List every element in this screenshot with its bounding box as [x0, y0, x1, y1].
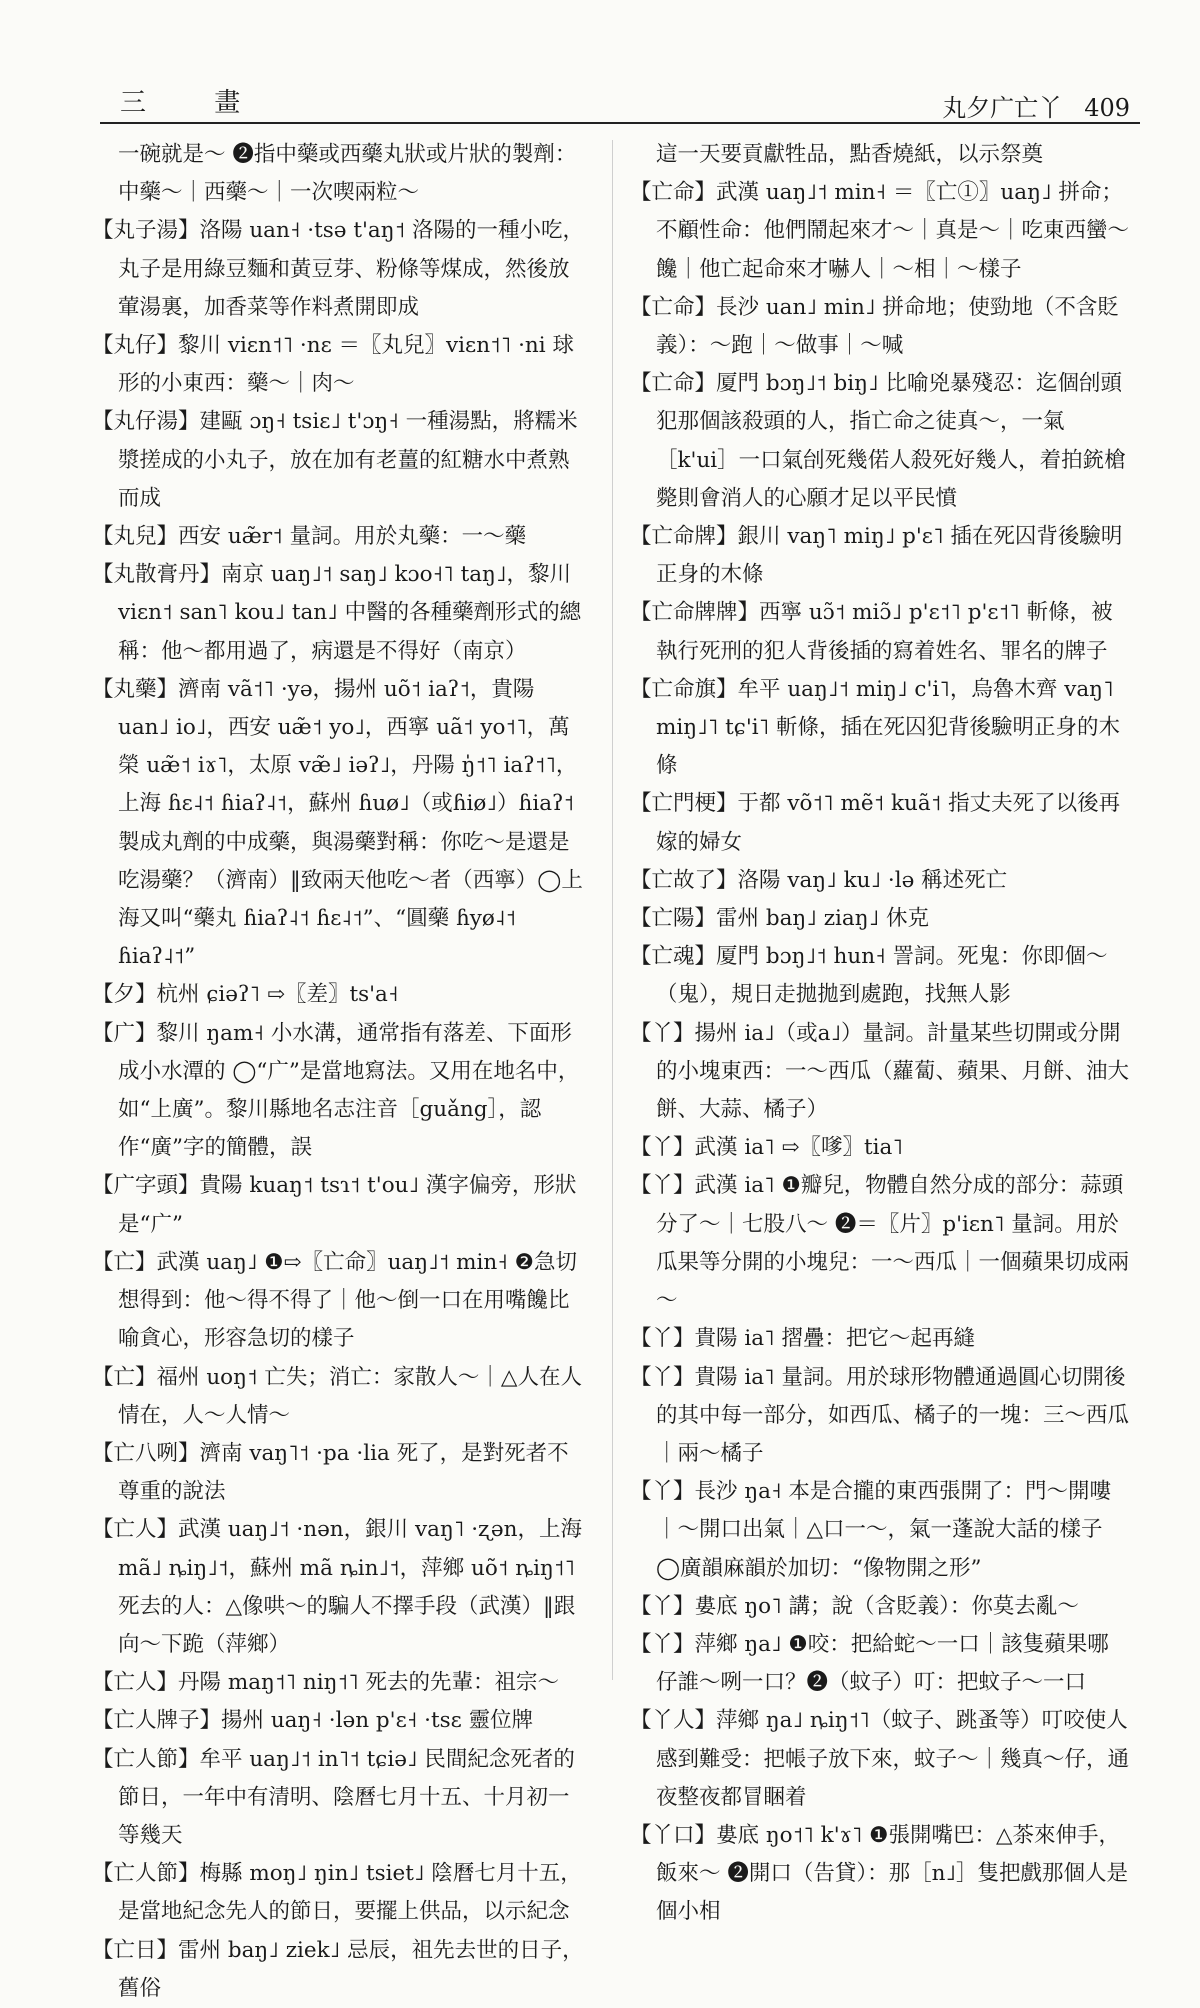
entry: 【亡魂】厦門 bɔŋ˩˦ hun˧ 詈詞。死鬼：你即個～（鬼），規日走拋拋到處跑，找無人影 [630, 944, 1108, 1008]
entry: 【丸兒】西安 uæ̃r˦ 量詞。用於丸藥：一～藥 [92, 524, 527, 550]
entry: 【夕】杭州 ɕiəʔ˥ ⇨〖差〗ts'a˧ [92, 982, 399, 1008]
entry: 【亡八咧】濟南 vaŋ˥˦ ·pa ·lia 死了，是對死者不尊重的說法 [92, 1440, 569, 1505]
section-title: 三 畫 [120, 88, 271, 118]
entry: 【丫】武漢 ia˥ ⇨〖嗲〗tia˥ [630, 1135, 903, 1161]
running-head [942, 88, 1130, 123]
entry: 【亡】武漢 uaŋ˩ ❶⇨〖亡命〗uaŋ˩˦ min˧ ❷急切想得到：他～得不得了｜他～倒一口在用嘴饞比喻貪心，形容急切的樣子 [92, 1249, 577, 1352]
entry: 【广】黎川 ŋam˧ 小水溝，通常指有落差、下面形成小水潭的 ◯“广”是當地寫法。又用在地名中，如“上廣”。黎川縣地名志注音［guǎng］，認作“廣”字的簡體，誤 [92, 1020, 580, 1161]
entry: 【亡人節】牟平 uaŋ˩˦ in˥˦ tɕiə˩ 民間紀念死者的節日，一年中有清明、陰曆七月十五、十月初一等幾天 [92, 1746, 575, 1848]
entry: 【丫】婁底 ŋo˥ 講；說（含貶義）：你莫去亂～ [630, 1593, 1079, 1619]
entry: 【丫】貴陽 ia˥ 量詞。用於球形物體通過圓心切開後的其中每一部分，如西瓜、橘子的一塊：三～西瓜｜兩～橘子 [630, 1364, 1130, 1466]
entry: 這一天要貢獻牲品，點香燒紙，以示祭奠 [656, 142, 1044, 167]
entry: 【丫】長沙 ŋa˧ 本是合攏的東西張開了：門～開嘍｜～開口出氣｜△口一～，氣一蓬說大話的樣子 ◯廣韻麻韻於加切：“像物開之形” [630, 1479, 1111, 1581]
entry: 【亡】福州 uoŋ˦ 亡失；消亡：家散人～｜△人在人情在，人～人情～ [92, 1364, 582, 1428]
column-divider [612, 140, 613, 1680]
entry: 【丫】武漢 ia˥ ❶瓣兒，物體自然分成的部分：蒜頭分了～｜七股八～ ❷＝〖片〗p'iɛn˥ 量詞。用於瓜果等分開的小塊兒：一～西瓜｜一個蘋果切成兩～ [630, 1173, 1130, 1314]
entry: 【亡故了】洛陽 vaŋ˩ ku˩ ·lə 稱述死亡 [630, 867, 1008, 893]
entry: 【丫】貴陽 ia˥ 摺疊：把它～起再縫 [630, 1326, 975, 1352]
header-chars: 丸夕广亡丫 [942, 94, 1063, 122]
entry: 【丫口】婁底 ŋo˦˥ k'ɤ˥ ❶張開嘴巴：△茶來伸手，飯來～ ❷開口（告貸）：那［n˩］隻把戲那個人是個小相 [630, 1822, 1129, 1925]
entry: 【丸子湯】洛陽 uan˧ ·tsə t'aŋ˦ 洛陽的一種小吃，丸子是用綠豆麵和黃豆芽、粉條等煤成，然後放葷湯裏，加香菜等作料煮開即成 [92, 218, 585, 320]
entry: 【亡陽】雷州 baŋ˩ ziaŋ˩ 休克 [630, 906, 930, 932]
entry: 【亡人節】梅縣 moŋ˩ ŋin˩ tsiet˩ 陰曆七月十五，是當地紀念先人的節日，要擺上供品，以示紀念 [92, 1861, 582, 1925]
entry: 【丫人】萍鄉 ŋa˩ ȵiŋ˦˥（蚊子、跳蚤等）叮咬使人感到難受：把帳子放下來，蚊子～｜幾真～仔，通夜整夜都冒睏着 [630, 1708, 1130, 1810]
entry: 【丸仔】黎川 viɛn˦˥ ·nɛ ＝〖丸兒〗viɛn˦˥ ·ni 球形的小東西：藥～｜肉～ [92, 333, 574, 397]
entry: 【亡命】厦門 bɔŋ˩˦ biŋ˩ 比喻兇暴殘忍：迄個刣頭犯那個該殺頭的人，指亡命之徒真～，一氣［k'ui］一口氣刣死幾偌人殺死好幾人，着拍銃槍斃則會消人的心願才足以平民憤 [630, 371, 1126, 511]
entry: 【亡人】丹陽 maŋ˦˥ niŋ˦˥ 死去的先輩：祖宗～ [92, 1670, 560, 1696]
entry: 【亡命牌】銀川 vaŋ˥ miŋ˩ p'ɛ˥ 插在死囚背後驗明正身的木條 [630, 524, 1123, 588]
entry: 【亡命】長沙 uan˩ min˩ 拼命地；使勁地（不含貶義）：～跑｜～做事｜～喊 [630, 294, 1119, 359]
entry: 【亡命】武漢 uaŋ˩˦ min˧ ＝〖亡①〗uaŋ˩ 拼命；不顧性命：他們鬧起來才～｜真是～｜吃東西蠻～饞｜他亡起命來才嚇人｜～相｜～樣子 [630, 180, 1130, 282]
entry: 【丫】揚州 ia˩（或a˩）量詞。計量某些切開或分開的小塊東西：一～西瓜（蘿蔔、蘋果、月餅、油大餅、大蒜、橘子） [630, 1020, 1130, 1123]
entry: 【亡人】武漢 uaŋ˩˦ ·nən，銀川 vaŋ˥ ·ʐən，上海 mã˩ ȵiŋ˩˦，蘇州 mã ȵin˩˦，萍鄉 uõ˦ ȵiŋ˦˥ 死去的人：△像哄～的騙人不擇手段（武漢）‖跟向～下跪（萍鄉） [92, 1517, 582, 1657]
entry: 一碗就是～ ❷指中藥或西藥丸狀或片狀的製劑：中藥～｜西藥～｜一次喫兩粒～ [118, 142, 577, 206]
page-header [100, 78, 1140, 124]
entry: 【丸藥】濟南 vã˦˥ ·yə，揚州 uõ˦ iaʔ˦，貴陽 uan˩ io˩，西安 uæ̃˦ yo˩，西寧 uã˦ yo˦˥，萬榮 uæ̃˦ iɤ˥，太原 væ̃˩ iəʔ˩，丹陽 ŋ̍˦˥ iaʔ˦˥，上海 ɦɛ˨˦ ɦiaʔ˨˦，蘇州 ɦuø˩（或ɦiø˩）ɦiaʔ˦ 製成丸劑的中成藥，與湯藥對稱：你吃～是還是吃湯藥？（濟南）‖致兩天他吃～者（西寧）◯上海又叫“藥丸 ɦiaʔ˨˦ ɦɛ˨˦”、“圓藥 ɦyø˨˦ ɦiaʔ˨˦” [92, 676, 583, 970]
entry: 【丸散膏丹】南京 uaŋ˩˦ saŋ˩ kɔo˧˥ taŋ˩，黎川 viɛn˦ san˥ kou˩ tan˩ 中醫的各種藥劑形式的總稱：他～都用過了，病還是不得好（南京） [92, 562, 582, 664]
entry: 【丫】萍鄉 ŋa˩ ❶咬：把給蛇～一口｜該隻蘋果哪仔誰～咧一口？❷（蚊子）叮：把蚊子～一口 [630, 1631, 1109, 1696]
page-number: 409 [1084, 94, 1130, 122]
entry: 【亡命牌牌】西寧 uɔ̃˦ miɔ̃˩ p'ɛ˦˥ p'ɛ˦˥ 斬條，被執行死刑的犯人背後插的寫着姓名、罪名的牌子 [630, 600, 1113, 664]
entry: 【亡命旗】牟平 uaŋ˩˦ miŋ˩ c'i˥，烏魯木齊 vaŋ˥ miŋ˩˥ tɕ'i˥ 斬條，插在死囚犯背後驗明正身的木條 [630, 676, 1121, 779]
left-column [92, 136, 590, 2008]
entry: 【亡人牌子】揚州 uaŋ˧ ·lən p'ɛ˧ ·tsɛ 靈位牌 [92, 1708, 534, 1734]
entry: 【丸仔湯】建甌 ɔŋ˧ tsiɛ˩ t'ɔŋ˧ 一種湯點，將糯米漿搓成的小丸子，放在加有老薑的紅糖水中煮熟而成 [92, 409, 578, 511]
right-column [630, 136, 1130, 1932]
entry: 【亡日】雷州 baŋ˩ ziek˩ 忌辰，祖先去世的日子，舊俗 [92, 1937, 584, 2001]
entry: 【亡門梗】于都 võ˦˥ mẽ˦ kuã˦ 指丈夫死了以後再嫁的婦女 [630, 791, 1121, 855]
entry: 【广字頭】貴陽 kuaŋ˦ tsɿ˦ t'ou˩ 漢字偏旁，形狀是“广” [92, 1173, 577, 1237]
